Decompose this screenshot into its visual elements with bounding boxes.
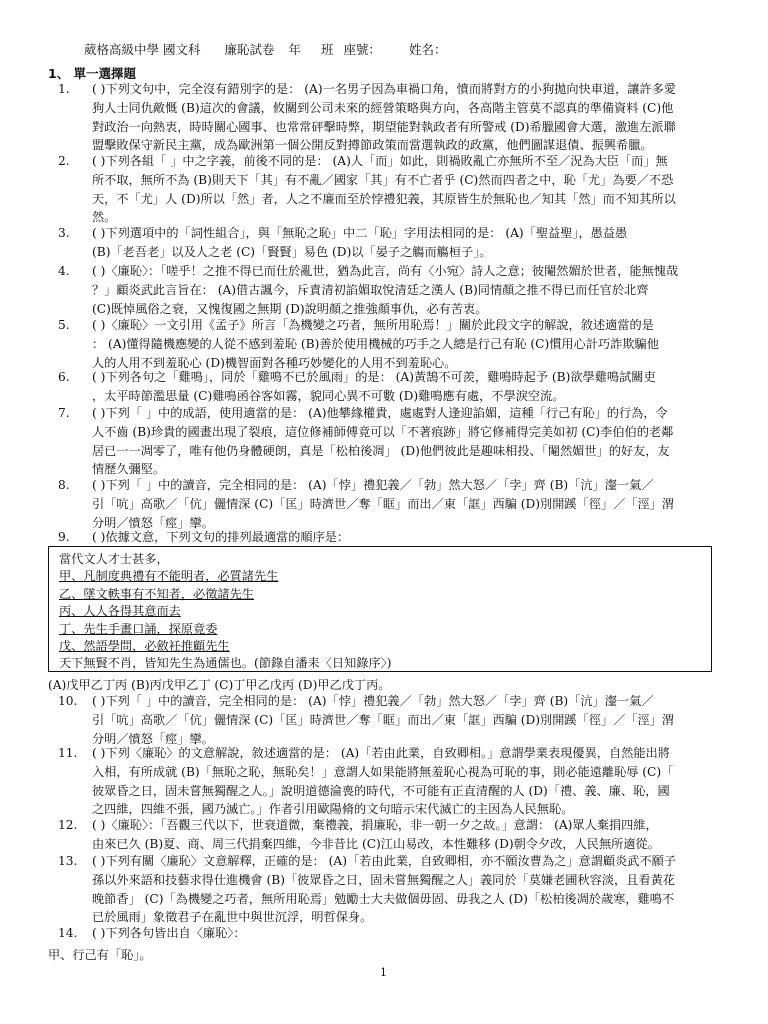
question-text (92, 692, 720, 748)
section-title: 1、 單一選擇題 (48, 66, 137, 81)
question-line: 之四維，四維不張，國乃滅亡。」作者引用歐陽脩的文句暗示宋代滅亡的主因為人民無恥。 (92, 802, 574, 817)
grade-label: 年 (288, 42, 301, 57)
page-number: 1 (380, 966, 387, 979)
question-text (92, 476, 720, 532)
question-text (92, 368, 720, 406)
passage-line: 丁、先生手畫口誦，探原竟委 (59, 621, 218, 636)
question-line: 入相，有所成就 (B)「無恥之恥，無恥矣！」意謂人如果能將無羞恥心視為可恥的事，則必能遠離恥辱 (C)「 (92, 764, 674, 779)
question-line: ( )下列各句皆出自〈廉恥〉： (92, 926, 246, 940)
question-line: 情歷久彌堅。 (92, 462, 166, 477)
passage-line: 甲、凡制度典禮有不能明者，必質諸先生 (59, 569, 279, 584)
question-line: 已於風雨」象徵君子在亂世中與世沉浮，明哲保身。 (92, 910, 373, 925)
passage-line: 乙、墜文軼事有不知者，必徵諸先生 (59, 586, 254, 601)
exam-title: 廉恥試卷 (224, 42, 275, 57)
passage-line: 當代文人才士甚多， (59, 552, 169, 566)
seat-label: 座號： (343, 42, 381, 57)
question-text (92, 224, 720, 262)
question-number: 8. (58, 478, 70, 492)
question-text (92, 152, 720, 227)
passage-box (48, 546, 712, 672)
passage-line: 天下無賢不肖，皆知先生為通儒也。(節錄自潘耒〈日知錄序〉) (59, 656, 392, 671)
question-line: ： (A)懂得隨機應變的人從不感到羞恥 (B)善於使用機械的巧手之人總是行己有恥 (C)慣用心計巧詐欺騙他 (92, 336, 659, 351)
question-line: ( )下列「 」中的讀音，完全相同的是： (A)「悖」禮犯義／「勃」然大怒／「孛」齊 (B)「沆」瀣一氣／ (92, 478, 654, 492)
question-number: 1. (58, 82, 70, 96)
passage-line: 戊、然語學問，必斂衽推顧先生 (59, 639, 230, 653)
question-number: 4. (58, 264, 70, 278)
question-number: 7. (58, 406, 70, 420)
question-line: 分明／憤怒「痙」攣。 (92, 515, 214, 530)
question-stem: ( )依據文意，下列文句的排列最適當的順序是： (92, 530, 350, 544)
question-number: 14. (58, 926, 78, 940)
question-line: 盟擊敗保守新民主黨，成為歐洲第一個公開反對撙節政策而當選執政的政黨，他們圖謀退債、振興希臘。 (92, 138, 653, 153)
question-text (92, 316, 720, 372)
question-line: ？」顧炎武此言旨在： (A)借古諷今，斥責清初諂媚取悅清廷之漢人 (B)同情顏之推不得已而任官於北齊 (92, 282, 649, 297)
question-text (92, 262, 720, 318)
question-line: ( )下列「 」中的讀音，完全相同的是： (A)「悖」禮犯義／「勃」然大怒／「孛」齊 (B)「沆」瀣一氣／ (92, 694, 654, 708)
question-line: 居已一一凋零了，唯有他仍身體硬朗，真是「松柏後凋」 (D)他們彼此是趣味相投、「閹然媚世」的好友，友 (92, 443, 670, 458)
question-line: (B)「老吾老」以及人之老 (C)「賢賢」易色 (D)以「晏子之觴而觴桓子」。 (92, 244, 492, 259)
question-line: 人的人用不到羞恥心 (D)機智面對各種巧妙變化的人用不到羞恥心。 (92, 355, 457, 370)
question-line: ( )〈廉恥〉：「吾觀三代以下，世衰道微，棄禮義，捐廉恥，非一朝一夕之故。」意謂： (A)眾人棄捐四維， (92, 818, 658, 832)
question-line: ，太平時節濫思量 (C)雞鳴函谷客如霧，貌同心異不可數 (D)雞鳴應有處，不學淚空流。 (92, 388, 565, 403)
exam-header (84, 40, 452, 58)
question-line: 人不齒 (B)珍貴的國畫出現了裂痕，這位修補師傅竟可以「不著痕跡」將它修補得完美如初 (C)李伯伯的老鄰 (92, 424, 674, 439)
question-line: 孫以外來語和技藝求得仕進機會 (B)「彼眾昏之日，固未嘗無獨醒之人」義同於「莫嫌老圃秋容淡，且看黃花 (92, 872, 675, 887)
question-line: 對政治一向熱衷，時時關心國事、也常常砰擊時弊，期望能對執政者有所警戒 (D)希臘國會大選，激進左派聯 (92, 119, 676, 134)
question-line: ( )下列選項中的「詞性組合」，與「無恥之恥」中二「恥」字用法相同的是： (A)「聖益聖」，愚益愚 (92, 226, 628, 240)
question-text (92, 404, 720, 479)
question-line: 然。 (92, 210, 117, 225)
question-text (92, 80, 720, 155)
school-subject: 葳格高級中學 國文科 (84, 42, 201, 57)
question-line: ( )下列各組「 」中之字義，前後不同的是： (A)人「而」如此，則禍敗亂亡亦無所不至／況為大臣「而」無 (92, 154, 668, 168)
question-text (92, 816, 720, 854)
question-number: 2. (58, 154, 70, 168)
question-number: 12. (58, 818, 78, 832)
question-line: 所不取，無所不為 (B)則天下「其」有不亂／國家「其」有不亡者乎 (C)然而四者之中，恥「尤」為要／不恐 (92, 172, 674, 187)
question-14-item: 甲、行己有「恥」。 (48, 948, 152, 962)
passage-line: 丙、人人各得其意而去 (59, 604, 181, 619)
question-number: 10. (58, 694, 78, 708)
name-label: 姓名： (408, 42, 447, 57)
question-line: 天，不「尤」人 (D)所以「然」者，人之不廉而至於悖禮犯義，其原皆生於無恥也／知其「然」而不知其所以 (92, 191, 676, 206)
question-9-options: (A)戊甲乙丁丙 (B)丙戊甲乙丁 (C)丁甲乙戊丙 (D)甲乙戊丁丙。 (48, 678, 391, 692)
question-line: 晚節香」 (C)「為機變之巧者，無所用恥焉」勉勵士大夫做個毋固、毋我之人 (D)「松柏後凋於歲寒，雞鳴不 (92, 891, 675, 906)
question-line: 分明／憤怒「痙」攣。 (92, 731, 214, 746)
question-line: ( )下列有關〈廉恥〉文意解釋，正確的是： (A)「若由此業，自致卿相，亦不願汝曹為之」意謂顧炎武不願子 (92, 854, 677, 868)
question-number: 9. (58, 530, 70, 544)
question-number: 13. (58, 854, 78, 868)
question-text (92, 852, 720, 927)
class-label: 班 (320, 42, 334, 57)
question-line: 引「吭」高歌／「伉」儷情深 (C)「匡」時濟世／奪「眶」而出／東「誆」西騙 (D)別開蹊「徑」／「涇」渭 (92, 496, 675, 511)
question-number: 6. (58, 370, 70, 384)
question-line: ( )下列〈廉恥〉的文意解說，敘述適當的是： (A)「若由此業，自致卿相。」意謂學業表現優異，自然能出將 (92, 746, 670, 760)
question-line: ( )〈廉恥〉：「嗟乎！之推不得已而仕於亂世，猶為此言，尚有〈小宛〉詩人之意；彼閹然媚於世者，能無愧哉 (92, 264, 679, 278)
question-text (92, 744, 720, 819)
question-text (92, 924, 720, 943)
question-line: (C)既悼風俗之衰，又愧復國之無期 (D)說明顏之推強顏事仇，必有苦衷。 (92, 301, 488, 316)
question-line: ( )下列「 」中的成語，使用適當的是： (A)他攀緣權貴，處處對人逢迎諂媚，這種「行己有恥」的行為，令 (92, 406, 668, 420)
question-number: 11. (58, 746, 78, 760)
question-line: ( )下列各句之「雞鳴」，同於「雞鳴不已於風雨」的是： (A)黃鵠不可羨，雞鳴時起予 (B)欲學雞鳴試關吏 (92, 370, 656, 384)
question-line: 引「吭」高歌／「伉」儷情深 (C)「匡」時濟世／奪「眶」而出／東「誆」西騙 (D)別開蹊「徑」／「涇」渭 (92, 712, 675, 727)
question-line: 狗人士同仇敵慨 (B)這次的會議，攸關到公司未來的經營策略與方向，各高階主管莫不認真的準備資料 (C)他 (92, 100, 674, 115)
question-number: 5. (58, 318, 70, 332)
question-line: ( )下列文句中，完全沒有錯別字的是： (A)一名男子因為車禍口角，憤而將對方的小狗拋向快車道，讓許多愛 (92, 82, 677, 96)
question-line: 彼眾昏之日，固未嘗無獨醒之人。」說明道德淪喪的時代，不可能有正直清醒的人 (D)「禮、義、廉、恥，國 (92, 783, 670, 798)
question-number: 3. (58, 226, 70, 240)
question-line: 由來已久 (B)夏、商、周三代捐棄四維，今非昔比 (C)江山易改，本性難移 (D)朝令夕改，人民無所適從。 (92, 836, 660, 851)
question-line: ( )〈廉恥〉一文引用《孟子》所言「為機變之巧者，無所用恥焉！」關於此段文字的解說，敘述適當的是 (92, 318, 654, 332)
